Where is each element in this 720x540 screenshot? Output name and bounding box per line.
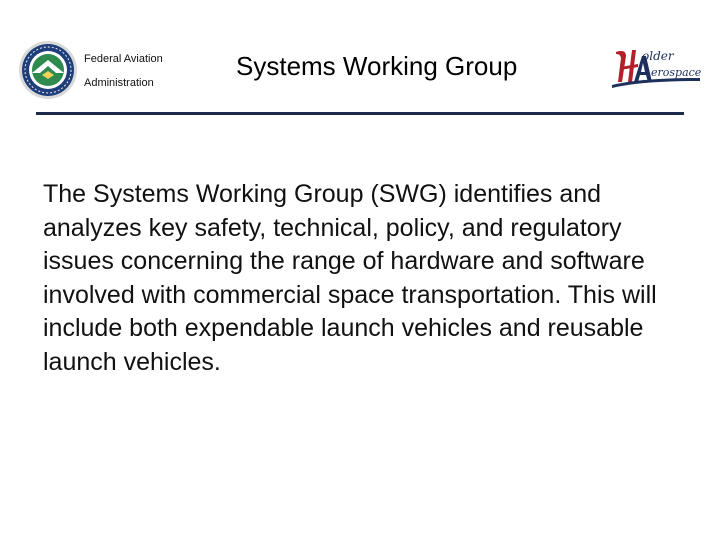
slide-title: Systems Working Group — [236, 51, 518, 81]
title-divider — [36, 112, 684, 115]
holder-aerospace-logo-icon — [608, 42, 704, 94]
agency-name-line-2: Administration — [84, 77, 154, 89]
agency-name-line-1: Federal Aviation — [84, 53, 163, 65]
faa-seal-icon — [18, 40, 78, 100]
svg-text:older: older — [642, 49, 674, 63]
svg-text:erospace: erospace — [651, 66, 702, 79]
slide-body-text: The Systems Working Group (SWG) identifies and analyzes key safety, technical, policy, and regulatory issues concerning the range of hardware and software involved with commercial space transportation. This will include both expendable launch vehicles and reusable launch vehicles. — [43, 180, 657, 376]
